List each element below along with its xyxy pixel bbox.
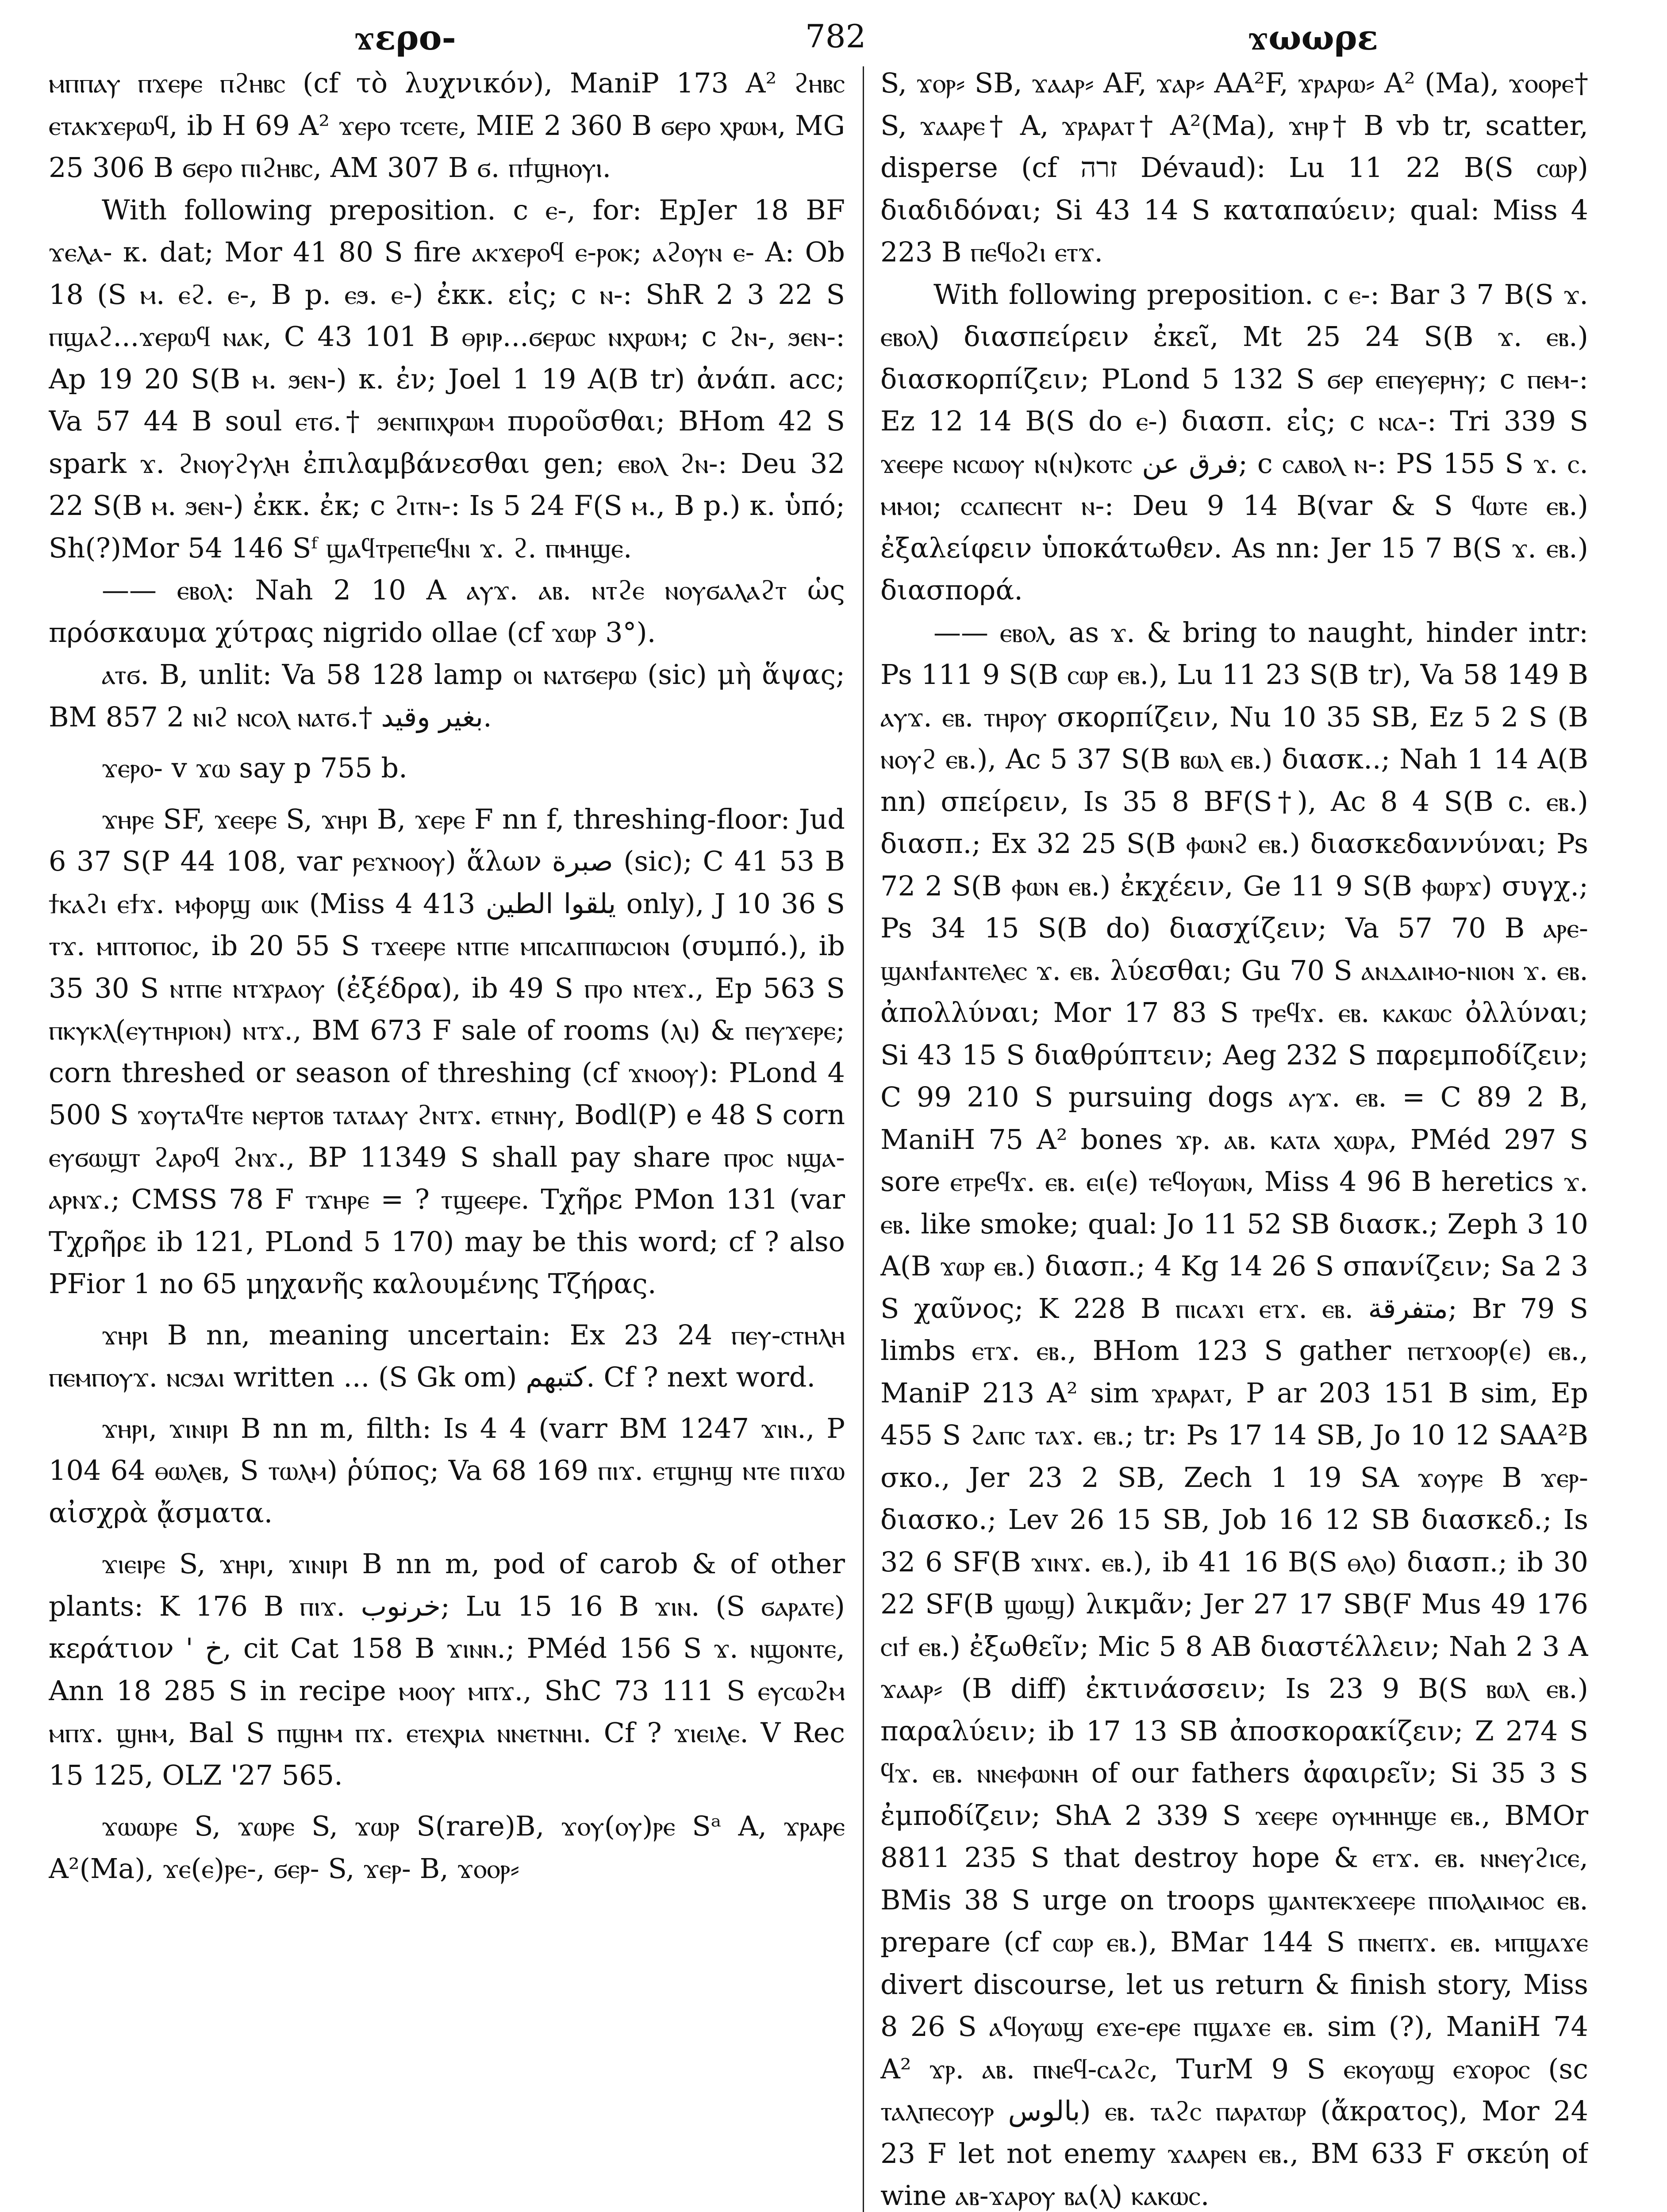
left-column — [49, 62, 845, 2212]
dictionary-entry: ϫⲉⲣⲟ- v ϫⲱ say p 755 b. — [102, 752, 407, 784]
header-right-headword: ϫωωρε — [1248, 18, 1379, 58]
dictionary-entry: ϫⲏⲣⲓ B nn, meaning uncertain: Ex 23 24 ⲡⲉⲩ-ⲥⲧⲏⲗⲏ ⲡⲉⲙⲡⲟⲩϫ. ⲛⲥϧⲁⲓ written ... (S Gk om) كتبهم. Cf ? next word. — [49, 1318, 845, 1393]
dictionary-entry: ϫⲏⲣⲓ, ϫⲓⲛⲓⲣⲓ B nn m, filth: Is 4 4 (varr BM 1247 ϫⲓⲛ., P 104 64 ⲑⲱⲗⲉⲃ, S ⲧⲱⲗⲙ) ῥύπος; Va 68 169 ⲡⲓϫ. ⲉⲧϣⲏϣ ⲛⲧⲉ ⲡⲓϫⲱ αἰσχρὰ ᾄσματα. — [49, 1412, 845, 1529]
column-divider — [863, 66, 864, 2212]
paragraph: ⲁⲧϭ. B, unlit: Va 58 128 lamp ⲟⲓ ⲛⲁⲧϭⲉⲣⲱ (sic) μὴ ἅψας; BM 857 2 ⲛⲓϩ ⲛⲥⲟⲗ ⲛⲁⲧϭ.† بغير وقيد. — [49, 658, 845, 733]
paragraph: —— ⲉⲃⲟⲗ, as ϫ. & bring to naught, hinder intr: Ps 111 9 S(B ⲥⲱⲣ ⲉⲃ.), Lu 11 23 S(B tr), Va 58 149 B ⲁⲩϫ. ⲉⲃ. ⲧⲏⲣⲟⲩ σκορπίζειν, Nu 10 35 SB, Ez 5 2 S (B ⲛⲟⲩϩ ⲉⲃ.), Ac 5 37 S(B ⲃⲱⲗ ⲉⲃ.) διασκ..; Nah 1 14 A(B nn) σπείρειν, Is 35 8 BF(S†), Ac 8 4 S(B c. ⲉⲃ.) διασπ.; Ex 32 25 S(B ⲫⲱⲛϩ ⲉⲃ.) διασκεδαννύναι; Ps 72 2 S(B ⲫⲱⲛ ⲉⲃ.) ἐκχέειν, Ge 11 9 S(B ⲫⲱⲣϫ) συγχ.; Ps 34 15 S(B do) διασχίζειν; Va 57 70 B ⲁⲣⲉ-ϣⲁⲛϯⲁⲛⲧⲉⲗⲉⲥ ϫ. ⲉⲃ. λύεσθαι; Gu 70 S ⲁⲛⲇⲁⲓⲙⲟ-ⲛⲓⲟⲛ ϫ. ⲉⲃ. ἀπολλύναι; Mor 17 83 S ⲧⲣⲉϥϫ. ⲉⲃ. ⲕⲁⲕⲱⲥ ὀλλύναι; Si 43 15 S διαθρύπτειν; Aeg 232 S παρεμποδίζειν; C 99 210 S pursuing dogs ⲁⲩϫ. ⲉⲃ. = C 89 2 B, ManiH 75 A² bones ϫⲣ. ⲁⲃ. ⲕⲁⲧⲁ ⲭⲱⲣⲁ, PMéd 297 S sore ⲉⲧⲣⲉϥϫ. ⲉⲃ. ⲉⲓ(ⲉ) ⲧⲉϥⲟⲩⲱⲛ, Miss 4 96 B heretics ϫ. ⲉⲃ. like smoke; qual: Jo 11 52 SB διασκ.; Zeph 3 10 A(B ϫⲱⲣ ⲉⲃ.) διασπ.; 4 Kg 14 26 S σπανίζειν; Sa 2 3 S χαῦνος; K 228 B ⲡⲓⲥⲁϫⲓ ⲉⲧϫ. ⲉⲃ. متفرقة; Br 79 S limbs ⲉⲧϫ. ⲉⲃ., BHom 123 S gather ⲡⲉⲧϫⲟⲟⲣ(ⲉ) ⲉⲃ., ManiP 213 A² sim ϫⲣⲁⲣⲁⲧ, P ar 203 151 B sim, Ep 455 S ϩⲁⲡⲥ ⲧⲁϫ. ⲉⲃ.; tr: Ps 17 14 SB, Jo 10 12 SAA²B σκο., Jer 23 2 SB, Zech 1 19 SA ϫⲟⲩⲣⲉ B ϫⲉⲣ- διασκο.; Lev 26 15 SB, Job 16 12 SB διασκεδ.; Is 32 6 SF(B ϫⲓⲛϫ. ⲉⲃ.), ib 41 16 B(S ⲑⲗⲟ) διασπ.; ib 30 22 SF(B ϣⲱϣ) λικμᾶν; Jer 27 17 SB(F Mus 49 176 ⲥⲓϯ ⲉⲃ.) ἐξωθεῖν; Mic 5 8 AB διαστέλλειν; Nah 2 3 A ϫⲁⲁⲣ⸗ (B diff) ἐκτινάσσειν; Is 23 9 B(S ⲃⲱⲗ ⲉⲃ.) παραλύειν; ib 17 13 SB ἀποσκορακίζειν; Z 274 S ϥϫ. ⲉⲃ. ⲛⲛⲉⲫⲱⲛⲏ of our fathers ἀφαιρεῖν; Si 35 3 S ἐμποδίζειν; ShA 2 339 S ϫⲉⲉⲣⲉ ⲟⲩⲙⲏⲏϣⲉ ⲉⲃ., BMOr 8811 235 S that destroy hope & ⲉⲧϫ. ⲉⲃ. ⲛⲛⲉⲩϩⲓⲥⲉ, BMis 38 S urge on troops ϣⲁⲛⲧⲉⲕϫⲉⲉⲣⲉ ⲡⲡⲟⲗⲁⲓⲙⲟⲥ ⲉⲃ. prepare (cf ⲥⲱⲣ ⲉⲃ.), BMar 144 S ⲡⲛⲉⲡϫ. ⲉⲃ. ⲙⲡϣⲁϫⲉ divert discourse, let us return & finish story, Miss 8 26 S ⲁϥⲟⲩⲱϣ ⲉϫⲉ-ⲉⲣⲉ ⲡϣⲁϫⲉ ⲉⲃ. sim (?), ManiH 74 A² ϫⲣ. ⲁⲃ. ⲡⲛⲉϥ-ⲥⲁϩⲥ, TurM 9 S ⲉⲕⲟⲩⲱϣ ⲉϫⲟⲣⲟⲥ (sc ⲧⲁⲗⲡⲉⲥⲟⲩⲣ بالوس) ⲉⲃ. ⲧⲁϩⲥ ⲡⲁⲣⲁⲧⲱⲣ (ἄκρατος), Mor 24 23 F let not enemy ϫⲁⲁⲣⲉⲛ ⲉⲃ., BM 633 F σκεύη of wine ⲁⲃ-ϫⲁⲣⲟⲩ ⲃⲁ(ⲗ) ⲕⲁⲕⲱⲥ. — [880, 616, 1588, 2212]
paragraph: ⲙⲡⲡⲁⲩ ⲡϫⲉⲣⲉ ⲡϩⲏⲃⲥ (cf τὸ λυχνικόν), ManiP 173 A² ϩⲏⲃⲥ ⲉⲧⲁⲕϫⲉⲣⲱϥ, ib H 69 A² ϫⲉⲣⲟ ⲧⲥⲉⲧⲉ, MIE 2 360 B ϭⲉⲣⲟ ⲭⲣⲱⲙ, MG 25 306 B ϭⲉⲣⲟ ⲡⲓϩⲏⲃⲥ, AM 307 B ϭ. ⲡϯϣⲏⲟⲩⲓ. — [49, 67, 845, 184]
header-left-headword: ϫερο- — [354, 18, 456, 58]
dictionary-entry: ϫⲱⲱⲣⲉ S, ϫⲱⲣⲉ S, ϫⲱⲣ S(rare)B, ϫⲟⲩ(ⲟⲩ)ⲣⲉ Sᵃ A, ϫⲣⲁⲣⲉ A²(Ma), ϫⲉ(ⲉ)ⲣⲉ-, ϭⲉⲣ- S, ϫⲉⲣ- B, ϫⲟⲟⲣ⸗ — [49, 1810, 845, 1885]
right-column — [880, 62, 1588, 2212]
paragraph: —— ⲉⲃⲟⲗ: Nah 2 10 A ⲁⲩϫ. ⲁⲃ. ⲛⲧϩⲉ ⲛⲟⲩϭⲁⲗⲁϩⲧ ὡς πρόσκαυμα χύτρας nigrido ollae (cf ϫⲱⲣ 3°). — [49, 574, 845, 649]
paragraph: S, ϫⲟⲣ⸗ SB, ϫⲁⲁⲣ⸗ AF, ϫⲁⲣ⸗ AA²F, ϫⲣⲁⲣⲱ⸗ A² (Ma), ϫⲟⲟⲣⲉ† S, ϫⲁⲁⲣⲉ† A, ϫⲣⲁⲣⲁⲧ† A²(Ma), ϫⲏⲣ† B vb tr, scatter, disperse (cf זרה Dévaud): Lu 11 22 B(S ⲥⲱⲣ) διαδιδόναι; Si 43 14 S καταπαύειν; qual: Miss 4 223 B ⲡⲉϥⲟϩⲓ ⲉⲧϫ. — [880, 67, 1588, 268]
page-number: 782 — [805, 18, 866, 55]
paragraph: With following preposition. c ⲉ-: Bar 3 7 B(S ϫ. ⲉⲃⲟⲗ) διασπείρειν ἐκεῖ, Mt 25 24 S(B ϫ. ⲉⲃ.) διασκορπίζειν; PLond 5 132 S ϭⲉⲣ ⲉⲡⲉⲩⲉⲣⲏⲩ; c ⲡⲉⲙ-: Ez 12 14 B(S do ⲉ-) διασπ. εἰς; c ⲛⲥⲁ-: Tri 339 S ϫⲉⲉⲣⲉ ⲛⲥⲱⲟⲩ ⲛ(ⲛ)ⲕⲟⲧⲥ فرق عن; c ⲥⲁⲃⲟⲗ ⲛ-: PS 155 S ϫ. ⲥ. ⲙⲙⲟⲓ; ⲥⲥⲁⲡⲉⲥⲏⲧ ⲛ-: Deu 9 14 B(var & S ϥⲱⲧⲉ ⲉⲃ.) ἐξαλείφειν ὑποκάτωθεν. As nn: Jer 15 7 B(S ϫ. ⲉⲃ.) διασπορά. — [880, 278, 1588, 606]
running-header — [0, 18, 1667, 62]
paragraph: With following preposition. c ⲉ-, for: EpJer 18 BF ϫⲉⲗⲁ- κ. dat; Mor 41 80 S fire ⲁⲕϫⲉⲣⲟϥ ⲉ-ⲣⲟⲕ; ⲁϩⲟⲩⲛ ⲉ- A: Ob 18 (S ⲙ. ⲉϩ. ⲉ-, B p. ⲉϧ. ⲉ-) ἐκκ. εἰς; c ⲛ-: ShR 2 3 22 S ⲡϣⲁϩ...ϫⲉⲣⲱϥ ⲛⲁⲕ, C 43 101 B ⲑⲣⲓⲣ...ϭⲉⲣⲱⲥ ⲛⲭⲣⲱⲙ; c ϩⲛ-, ϧⲉⲛ-: Ap 19 20 S(B ⲙ. ϧⲉⲛ-) κ. ἐν; Joel 1 19 A(B tr) ἀνάπ. acc; Va 57 44 B soul ⲉⲧϭ.† ϧⲉⲛⲡⲓⲭⲣⲱⲙ πυροῦσθαι; BHom 42 S spark ϫ. ϩⲛⲟⲩϩⲩⲗⲏ ἐπιλαμβάνεσθαι gen; ⲉⲃⲟⲗ ϩⲛ-: Deu 32 22 S(B ⲙ. ϧⲉⲛ-) ἐκκ. ἐκ; c ϩⲓⲧⲛ-: Is 5 24 F(S ⲙ., B p.) κ. ὑπό; Sh(?)Mor 54 146 Sᶠ ϣⲁϥⲧⲣⲉⲡⲉϥⲛⲓ ϫ. ϩ. ⲡⲙⲏϣⲉ. — [49, 193, 845, 564]
dictionary-entry: ϫⲓⲉⲓⲣⲉ S, ϫⲏⲣⲓ, ϫⲓⲛⲓⲣⲓ B nn m, pod of carob & of other plants: K 176 B ⲡⲓϫ. خرنوب; Lu 15 16 B ϫⲓⲛ. (S ϭⲁⲣⲁⲧⲉ) κεράτιον ' خ, cit Cat 158 B ϫⲓⲛⲛ.; PMéd 156 S ϫ. ⲛϣⲟⲛⲧⲉ, Ann 18 285 S in recipe ⲙⲟⲟⲩ ⲙⲡϫ., ShC 73 111 S ⲉⲩⲥⲱϩⲙ ⲙⲡϫ. ϣⲏⲙ, Bal S ⲡϣⲏⲙ ⲡϫ. ⲉⲧⲉⲭⲣⲓⲁ ⲛⲛⲉⲧⲛⲏⲓ. Cf ? ϫⲓⲉⲓⲗⲉ. V Rec 15 125, OLZ '27 565. — [49, 1548, 845, 1791]
dictionary-entry: ϫⲏⲣⲉ SF, ϫⲉⲉⲣⲉ S, ϫⲏⲣⲓ B, ϫⲉⲣⲉ F nn f, threshing-floor: Jud 6 37 S(P 44 108, var ⲣⲉϫⲛⲟⲟⲩ) ἅλων صبرة (sic); C 41 53 B ϯⲕⲁϩⲓ ⲉϯϫ. ⲙⲫⲟⲣϣ ⲱⲓⲕ (Miss 4 413 يلقوا الطين only), J 10 36 S ⲧϫ. ⲙⲡⲧⲟⲡⲟⲥ, ib 20 55 S ⲧϫⲉⲉⲣⲉ ⲛⲧⲡⲉ ⲙⲡⲥⲁⲡⲡⲱⲥⲓⲟⲛ (συμπό.), ib 35 30 S ⲛⲧⲡⲉ ⲛⲧϫⲣⲁⲟⲩ (ἐξέδρα), ib 49 S ⲡⲣⲟ ⲛⲧⲉϫ., Ep 563 S ⲡⲕⲩⲕⲗ(ⲉⲩⲧⲏⲣⲓⲟⲛ) ⲛⲧϫ., BM 673 F sale of rooms (ⲗⲓ) & ⲡⲉⲩϫⲉⲣⲉ; corn threshed or season of threshing (cf ϫⲛⲟⲟⲩ): PLond 4 500 S ϫⲟⲩⲧⲁϥⲧⲉ ⲛⲉⲣⲧⲟⲃ ⲧⲁⲧⲁⲁⲩ ϩⲛⲧϫ. ⲉⲧⲛⲏⲩ, Bodl(P) e 48 S corn ⲉⲩϭⲱϣⲧ ϩⲁⲣⲟϥ ϩⲛϫ., BP 11349 S shall pay share ⲡⲣⲟⲥ ⲛϣⲁ-ⲁⲣⲛϫ.; CMSS 78 F ⲧϫⲏⲣⲉ = ? ⲧϣⲉⲉⲣⲉ. Τχῆρε PMon 131 (var Τχρῆρε ib 121, PLond 5 170) may be this word; cf ? also PFior 1 no 65 μηχανῆς καλουμένης Τζήρας. — [49, 803, 845, 1300]
